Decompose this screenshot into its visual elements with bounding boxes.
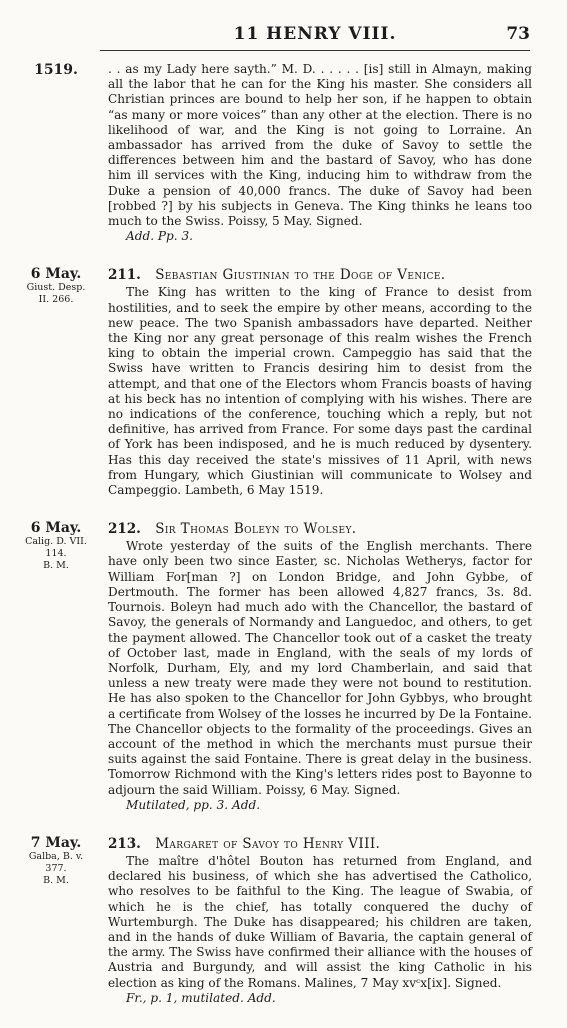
margin-date: 7 May.	[30, 834, 82, 851]
entry-title: Sir Thomas Boleyn to Wolsey.	[155, 521, 357, 538]
entry-body	[108, 62, 532, 244]
page-header	[100, 24, 530, 48]
entry-continued	[0, 62, 567, 244]
margin-note	[24, 520, 88, 572]
margin-date: 1519.	[34, 62, 78, 78]
entry-heading	[108, 835, 532, 853]
entry-body	[108, 266, 532, 498]
entry-text: The King has written to the king of France to desist from hostilities, and to seek the empire by other means, according to the new peace. The two Spanish ambassadors have departed. Neither the King nor any great personage of this realm wishes the French king to obtain the imperial crown. Campeggio has said that the Swiss have written to Francis desiring him to desist from the attempt, and that one of the Electors whom Francis boasts of having at his beck has no intention of complying with his wishes. There are no indications of the conference, touching which a reply, but not definitive, has arrived from France. For some days past the cardinal of York has been indisposed, and he is much reduced by dysentery. Has this day received the state's missives of 11 April, with news from Hungary, which Giustinian will communicate to Wolsey and Campeggio. Lambeth, 6 May 1519.	[108, 285, 532, 498]
margin-date: 6 May.	[30, 266, 82, 283]
entry-source-note: Fr., p. 1, mutilated. Add.	[126, 990, 276, 1005]
margin-reference-2: II. 266.	[38, 294, 74, 306]
calendar-entries	[0, 62, 567, 1028]
entry-number: 212.	[108, 521, 141, 538]
entry-number: 211.	[108, 267, 141, 284]
entry-source-note: Mutilated, pp. 3. Add.	[126, 797, 261, 812]
entry-text: Wrote yesterday of the suits of the English merchants. There have only been two since Easter, sc. Nicholas Wetherys, factor for William For[man ?] on London Bridge, and John Gybbe, of Dertmouth. The former has been allowed 4,827 francs, 3s. 8d. Tournois. Boleyn had much ado with the Chancellor, the bastard of Savoy, the generals of Normandy and Languedoc, and others, to get the payment allowed. The Chancellor took out of a casket the treaty of October last, made in England, with the seals of my lords of Norfolk, Durham, Ely, and my lord Chamberlain, and said that unless a new treaty were made they were not bound to restitution. He has also spoken to the Chancellor for John Gybbys, who brought a certificate from Wolsey of the losses he incurred by De la Fontaine. The Chancellor objects to the formality of the proceedings. Gives an account of the method in which the merchants must pursue their suits against the said Fontaine. There is great delay in the business. Tomorrow Richmond with the King's letters rides post to Bayonne to adjourn the said William. Poissy, 6 May. Signed.	[108, 539, 532, 797]
entry-title: Sebastian Giustinian to the Doge of Venice.	[155, 267, 446, 284]
margin-note	[24, 835, 88, 887]
entry-title: Margaret of Savoy to Henry VIII.	[155, 835, 381, 852]
entry-text: . . as my Lady here sayth.” M. D. . . . . . [is] still in Almayn, making all the labor that he can for the King his master. She considers all Christian princes are bound to help her son, if he happen to obtain “as many or more voices” than any other at the election. There is no likelihood of war, and the King is not going to Lorraine. An ambassador has arrived from the duke of Savoy to settle the differences between him and the bastard of Savoy, who has done him ill services with the King, inducing him to withdraw from the Duke a pension of 40,000 francs. The duke of Savoy had been [robbed ?] by his subjects in Geneva. The King thinks he leans too much to the Swiss. Poissy, 5 May. Signed.	[108, 62, 532, 229]
margin-reference: Calig. D. VII. 114.	[25, 536, 87, 560]
margin-note	[24, 266, 88, 306]
entry-213	[0, 835, 567, 1006]
entry-heading	[108, 520, 532, 538]
entry-body	[108, 835, 532, 1006]
margin-reference-2: B. M.	[43, 874, 69, 886]
margin-date: 6 May.	[30, 520, 82, 537]
margin-reference: Galba, B. v. 377.	[28, 850, 84, 874]
entry-source-note: Add. Pp. 3.	[126, 229, 194, 244]
page-number: 73	[506, 24, 530, 44]
entry-text: The maître d'hôtel Bouton has returned from England, and declared his business, of which she has advertised the Catholico, who resolves to be faithful to the King. The league of Swabia, of which he is the chief, has totally conquered the duchy of Wurtemburgh. The Duke has disappeared; his children are taken, and in the hands of duke William of Bavaria, the captain general of the army. The Swiss have confirmed their alliance with the houses of Austria and Burgundy, and will assist the king Catholic in his election as king of the Romans. Malines, 7 May xvᶜx[ix]. Signed.	[108, 853, 532, 990]
margin-reference-2: B. M.	[43, 560, 69, 572]
entry-number: 213.	[108, 835, 141, 852]
entry-heading	[108, 266, 532, 284]
entry-211	[0, 266, 567, 498]
entry-212	[0, 520, 567, 813]
margin-reference: Giust. Desp.	[26, 282, 86, 294]
margin-note	[24, 62, 88, 78]
running-title: 11 HENRY VIII.	[233, 24, 397, 44]
entry-body	[108, 520, 532, 813]
header-rule	[100, 50, 530, 51]
